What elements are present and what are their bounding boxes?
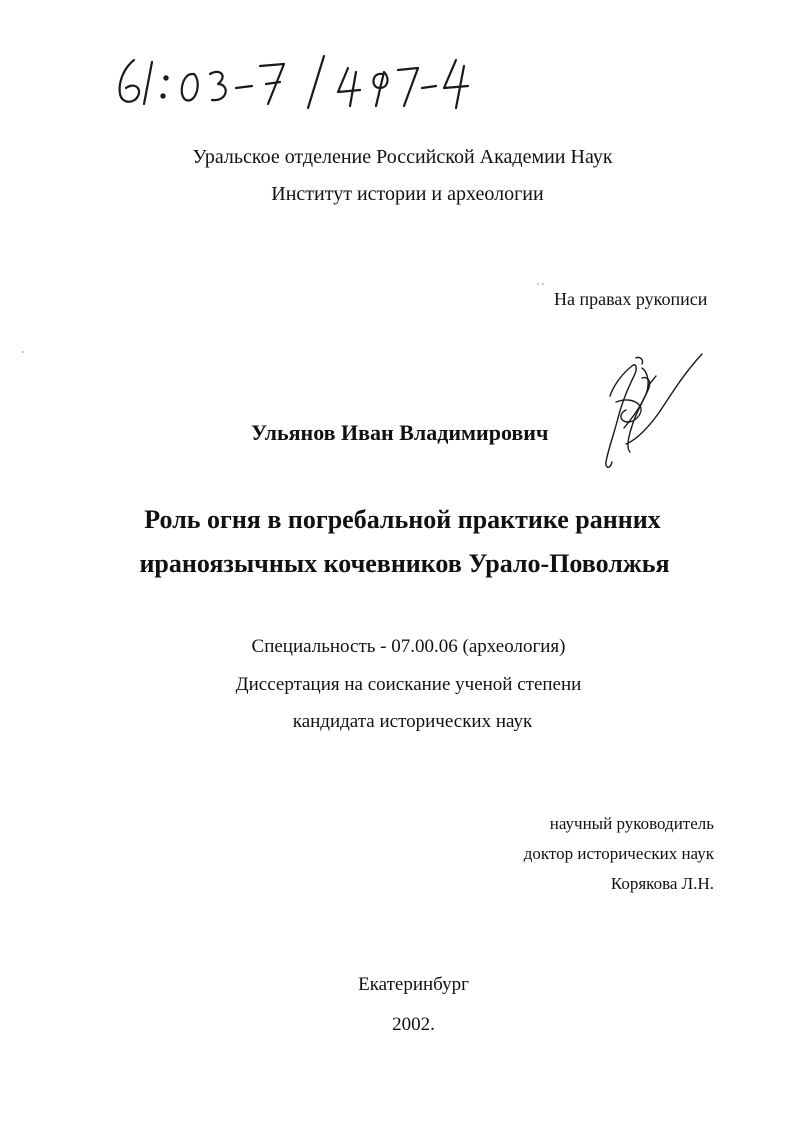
specialty-line: Специальность - 07.00.06 (археология) xyxy=(251,636,566,657)
handwritten-catalog-number xyxy=(112,52,482,110)
advisor-role: научный руководитель xyxy=(549,814,714,833)
candidate-line: кандидата исторических наук xyxy=(292,711,533,732)
advisor-name: Корякова Л.Н. xyxy=(610,874,714,893)
scan-speck xyxy=(537,283,539,285)
degree-line: Диссертация на соискание ученой степени xyxy=(235,674,582,695)
city: Екатеринбург xyxy=(358,974,469,995)
scan-speck xyxy=(542,283,544,285)
rights-notice: На правах рукописи xyxy=(554,289,708,309)
author-name: Ульянов Иван Владимирович xyxy=(251,420,549,445)
year: 2002. xyxy=(392,1014,435,1035)
advisor-degree: доктор исторических наук xyxy=(523,844,714,863)
dissertation-title-line-1: Роль огня в погребальной практике ранних xyxy=(144,505,661,534)
dissertation-title-line-2: ираноязычных кочевников Урало-Поволжья xyxy=(139,549,670,578)
institution-line-1: Уральское отделение Российской Академии Наук xyxy=(192,146,613,168)
handwritten-signature xyxy=(596,348,708,476)
scan-speck xyxy=(22,351,24,353)
institution-line-2: Институт истории и археологии xyxy=(271,183,544,205)
